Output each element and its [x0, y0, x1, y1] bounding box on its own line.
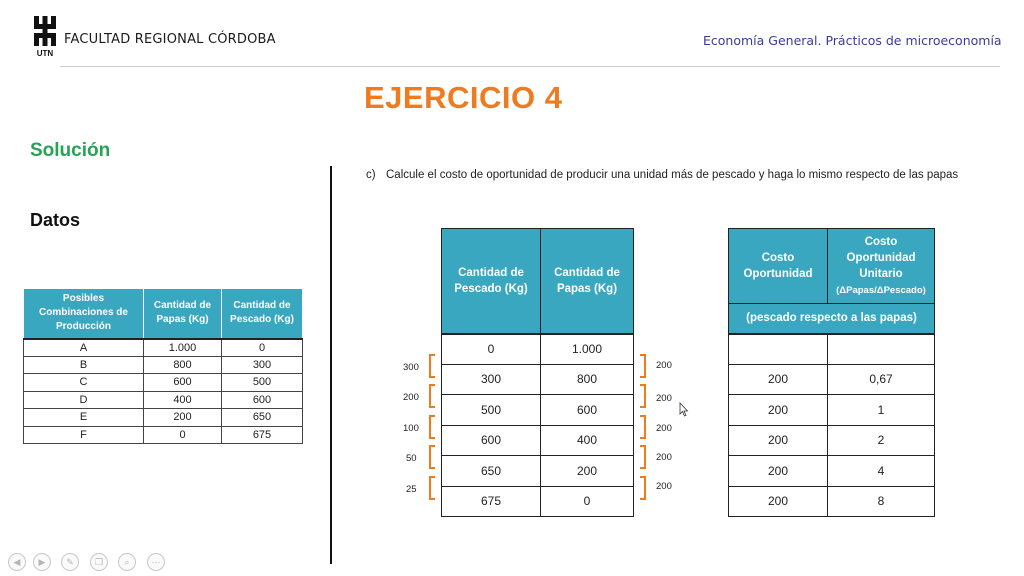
cell: 1.000	[144, 339, 222, 357]
table-row	[24, 409, 303, 427]
cell: 4	[828, 456, 935, 487]
cell: 600	[144, 374, 222, 392]
vertical-divider	[330, 166, 332, 564]
table-row	[729, 456, 935, 487]
cell: 200	[729, 456, 828, 487]
right-bracket	[640, 476, 646, 500]
cell: 675	[222, 426, 303, 444]
fish-delta-label: 100	[403, 423, 419, 434]
cost-table-subheader: (pescado respecto a las papas)	[729, 304, 935, 334]
data-table-header	[24, 289, 303, 339]
table-row	[24, 339, 303, 357]
header-divider	[60, 66, 1000, 67]
table-row	[729, 395, 935, 426]
next-icon[interactable]: ▶	[33, 553, 51, 571]
col-header-potatoes: Cantidad de Papas (Kg)	[144, 289, 222, 339]
cell: 400	[144, 391, 222, 409]
table-row	[442, 425, 634, 456]
cell: B	[24, 356, 144, 374]
unit-cost-formula: (ΔPapas/ΔPescado)	[836, 284, 926, 296]
table-row	[729, 364, 935, 395]
cell: 500	[222, 374, 303, 392]
cell: 200	[144, 409, 222, 427]
previous-icon[interactable]: ◀	[8, 553, 26, 571]
cell: 0,67	[828, 364, 935, 395]
right-bracket	[640, 415, 646, 439]
table-row	[24, 356, 303, 374]
right-bracket	[640, 384, 646, 408]
table-row	[24, 391, 303, 409]
cell: 200	[729, 395, 828, 426]
table-row	[24, 374, 303, 392]
col-header-potato-quantity: Cantidad de Papas (Kg)	[541, 229, 634, 334]
cell: 0	[144, 426, 222, 444]
cell: 675	[442, 486, 541, 517]
cell: C	[24, 374, 144, 392]
table-row	[442, 364, 634, 395]
cell: 0	[442, 334, 541, 365]
cell: 0	[541, 486, 634, 517]
cell: D	[24, 391, 144, 409]
cell: 200	[729, 486, 828, 517]
left-bracket	[429, 384, 435, 408]
cell: A	[24, 339, 144, 357]
potato-delta-label: 200	[656, 360, 672, 371]
col-header-unit-cost	[828, 229, 935, 304]
right-bracket	[640, 354, 646, 378]
fish-delta-label: 25	[406, 484, 417, 495]
fish-delta-label: 50	[406, 453, 417, 464]
cell: 400	[541, 425, 634, 456]
cell: 200	[541, 456, 634, 487]
data-heading: Datos	[30, 210, 81, 230]
institution-name: FACULTAD REGIONAL CÓRDOBA	[64, 32, 276, 47]
left-bracket	[429, 415, 435, 439]
copy-icon[interactable]: ❐	[90, 553, 108, 571]
table-row	[729, 425, 935, 456]
right-bracket	[640, 445, 646, 469]
question-letter: c)	[366, 169, 376, 181]
table-row	[729, 334, 935, 365]
question	[366, 168, 994, 183]
col-header-fish-quantity: Cantidad de Pescado (Kg)	[442, 229, 541, 334]
page-title: EJERCICIO 4	[364, 80, 563, 115]
cell	[729, 334, 828, 365]
logo-text: UTN	[36, 49, 54, 58]
cell: F	[24, 426, 144, 444]
fish-delta-label: 300	[403, 362, 419, 373]
left-bracket	[429, 445, 435, 469]
cell: 800	[541, 364, 634, 395]
data-table	[23, 288, 303, 444]
table-row	[442, 456, 634, 487]
potato-delta-label: 200	[656, 452, 672, 463]
potato-delta-label: 200	[656, 393, 672, 404]
potato-delta-label: 200	[656, 481, 672, 492]
cell: 1.000	[541, 334, 634, 365]
table-row	[442, 395, 634, 426]
cell: 500	[442, 395, 541, 426]
pen-icon[interactable]: ✎	[61, 553, 79, 571]
cell: 1	[828, 395, 935, 426]
col-header-fish: Cantidad de Pescado (Kg)	[222, 289, 303, 339]
cell: 2	[828, 425, 935, 456]
more-icon[interactable]: ⋯	[147, 553, 165, 571]
cell: 0	[222, 339, 303, 357]
unit-cost-title: Costo Oportunidad Unitario	[846, 235, 916, 280]
table-row	[442, 334, 634, 365]
table-row	[729, 486, 935, 517]
cell: 600	[222, 391, 303, 409]
solution-heading: Solución	[30, 140, 111, 161]
course-title: Economía General. Prácticos de microeconomía	[703, 33, 1002, 48]
fish-delta-label: 200	[403, 392, 419, 403]
cell: 200	[729, 364, 828, 395]
col-header-combinations: Posibles Combinaciones de Producción	[24, 289, 144, 339]
cell	[828, 334, 935, 365]
cost-table-subheader-row	[729, 304, 935, 334]
left-bracket	[429, 476, 435, 500]
utn-logo	[30, 16, 60, 58]
cell: 650	[222, 409, 303, 427]
cell: 800	[144, 356, 222, 374]
quantities-table	[441, 228, 634, 517]
table-row	[442, 486, 634, 517]
cell: 300	[442, 364, 541, 395]
cell: 200	[729, 425, 828, 456]
cell: 300	[222, 356, 303, 374]
cell: 650	[442, 456, 541, 487]
question-text: Calcule el costo de oportunidad de producir una unidad más de pescado y haga lo mismo respecto de las papas	[386, 169, 959, 181]
left-bracket	[429, 354, 435, 378]
cell: 600	[541, 395, 634, 426]
table-row	[24, 426, 303, 444]
zoom-icon[interactable]: ⌕	[118, 553, 136, 571]
cell: E	[24, 409, 144, 427]
potato-delta-label: 200	[656, 423, 672, 434]
opportunity-cost-table	[728, 228, 935, 517]
cell: 600	[442, 425, 541, 456]
quantities-table-header	[442, 229, 634, 334]
col-header-opportunity-cost: Costo Oportunidad	[729, 229, 828, 304]
cell: 8	[828, 486, 935, 517]
cost-table-header	[729, 229, 935, 304]
mouse-cursor-icon	[679, 402, 689, 417]
